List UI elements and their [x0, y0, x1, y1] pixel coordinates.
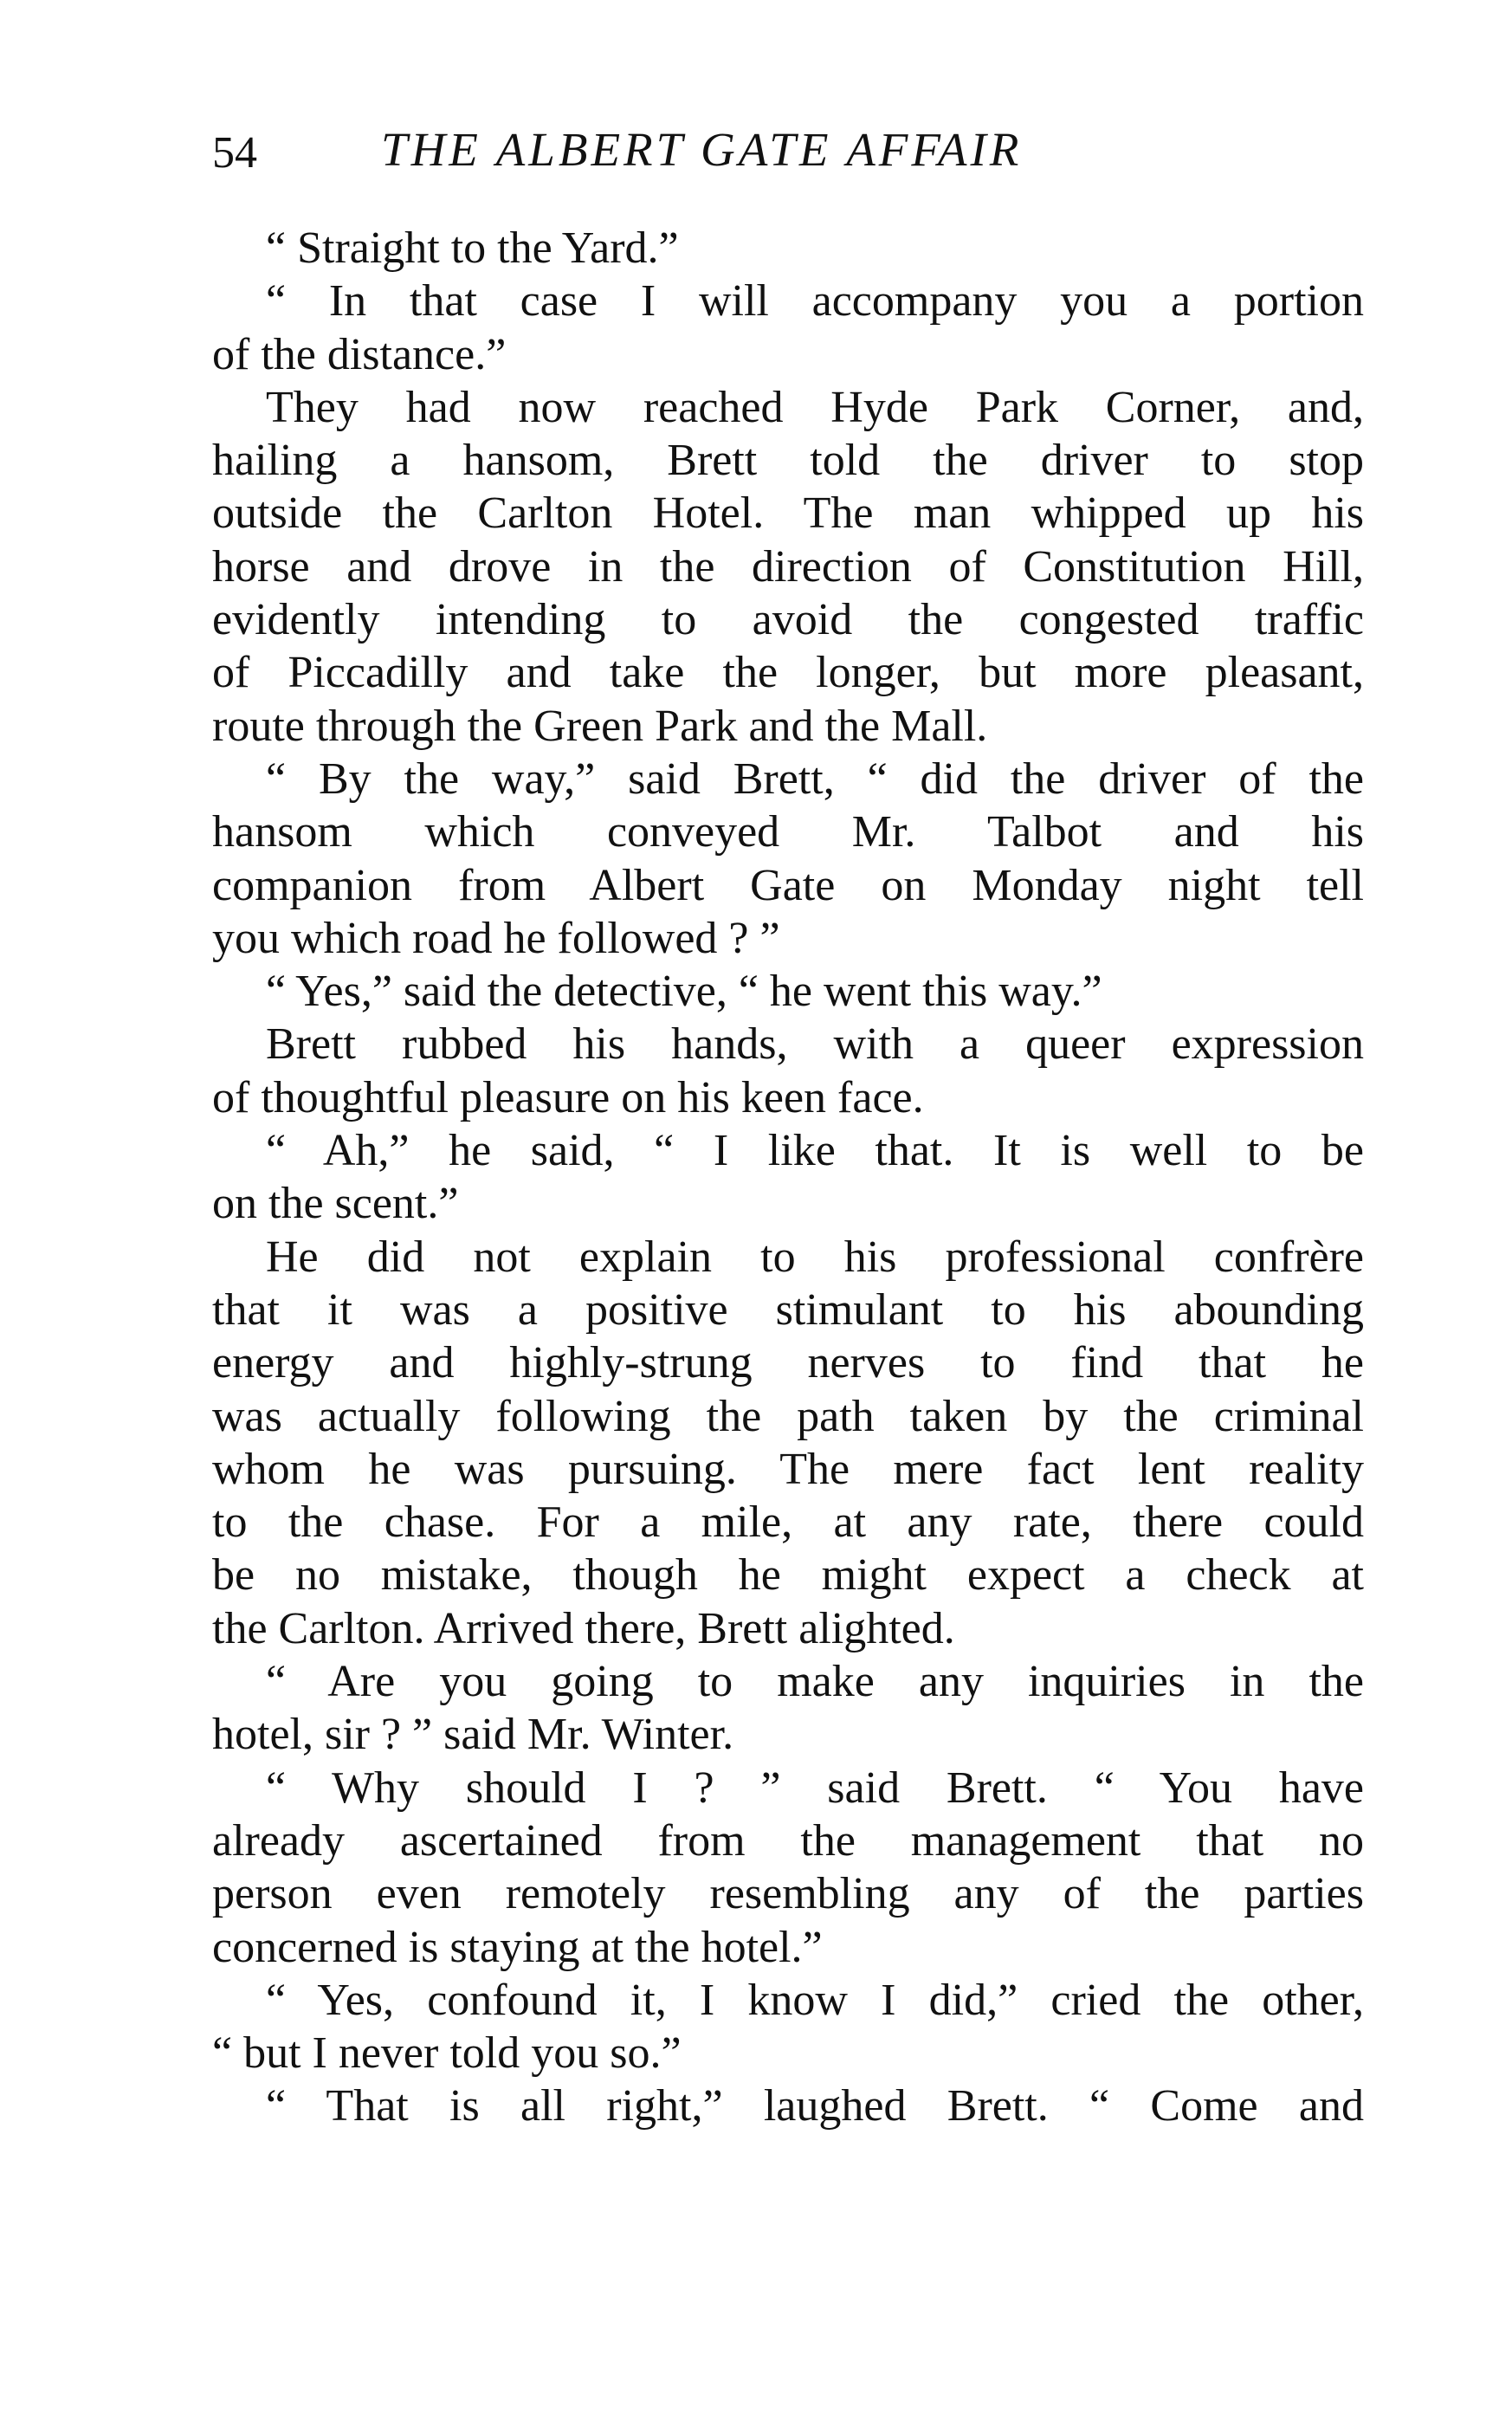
page-header: [212, 120, 1364, 180]
text-line: Brett rubbed his hands, with a queer expression: [266, 1019, 1364, 1070]
text-line: “ Are you going to make any inquiries in the: [266, 1657, 1364, 1707]
text-line: He did not explain to his professional confrère: [266, 1232, 1364, 1282]
text-line: route through the Green Park and the Mall.: [212, 701, 988, 751]
text-line: horse and drove in the direction of Constitution Hill,: [212, 541, 1364, 592]
text-line: was actually following the path taken by the criminal: [212, 1391, 1364, 1441]
text-line: “ Yes, confound it, I know I did,” cried the other,: [266, 1975, 1364, 2025]
text-line: “ Why should I ? ” said Brett. “ You have: [266, 1763, 1364, 1813]
text-line: of thoughtful pleasure on his keen face.: [212, 1072, 924, 1122]
text-line: to the chase. For a mile, at any rate, there could: [212, 1497, 1364, 1548]
text-line: They had now reached Hyde Park Corner, and,: [266, 382, 1364, 432]
text-line: outside the Carlton Hotel. The man whipped up his: [212, 488, 1364, 539]
text-line: energy and highly-strung nerves to find that he: [212, 1338, 1364, 1388]
text-line: “ Straight to the Yard.”: [266, 223, 679, 273]
text-line: concerned is staying at the hotel.”: [212, 1922, 823, 1972]
text-line: the Carlton. Arrived there, Brett alighted.: [212, 1603, 955, 1653]
text-line: already ascertained from the management that no: [212, 1815, 1364, 1866]
text-line: of the distance.”: [212, 329, 507, 379]
text-line: you which road he followed ? ”: [212, 913, 780, 963]
text-line: “ but I never told you so.”: [212, 2028, 682, 2079]
running-title: THE ALBERT GATE AFFAIR: [381, 123, 1023, 176]
text-line: evidently intending to avoid the congested traffic: [212, 595, 1364, 645]
text-line: hotel, sir ? ” said Mr. Winter.: [212, 1710, 734, 1760]
text-line: of Piccadilly and take the longer, but more pleasant,: [212, 648, 1364, 698]
body-text: [212, 222, 1364, 2133]
text-line: “ Yes,” said the detective, “ he went this way.”: [266, 967, 1102, 1017]
text-line: that it was a positive stimulant to his abounding: [212, 1284, 1364, 1335]
text-line: on the scent.”: [212, 1179, 459, 1229]
text-line: “ Ah,” he said, “ I like that. It is well to be: [266, 1126, 1364, 1176]
page-number: 54: [212, 128, 257, 178]
text-line: be no mistake, though he might expect a check at: [212, 1550, 1364, 1601]
text-line: “ By the way,” said Brett, “ did the driver of the: [266, 754, 1364, 804]
text-line: companion from Albert Gate on Monday night tell: [212, 860, 1364, 910]
text-line: person even remotely resembling any of the parties: [212, 1869, 1364, 1919]
text-line: whom he was pursuing. The mere fact lent reality: [212, 1444, 1364, 1494]
text-line: “ In that case I will accompany you a portion: [266, 276, 1364, 327]
text-line: hansom which conveyed Mr. Talbot and his: [212, 807, 1364, 857]
text-line: hailing a hansom, Brett told the driver to stop: [212, 436, 1364, 486]
text-line: “ That is all right,” laughed Brett. “ Come and: [266, 2081, 1364, 2131]
